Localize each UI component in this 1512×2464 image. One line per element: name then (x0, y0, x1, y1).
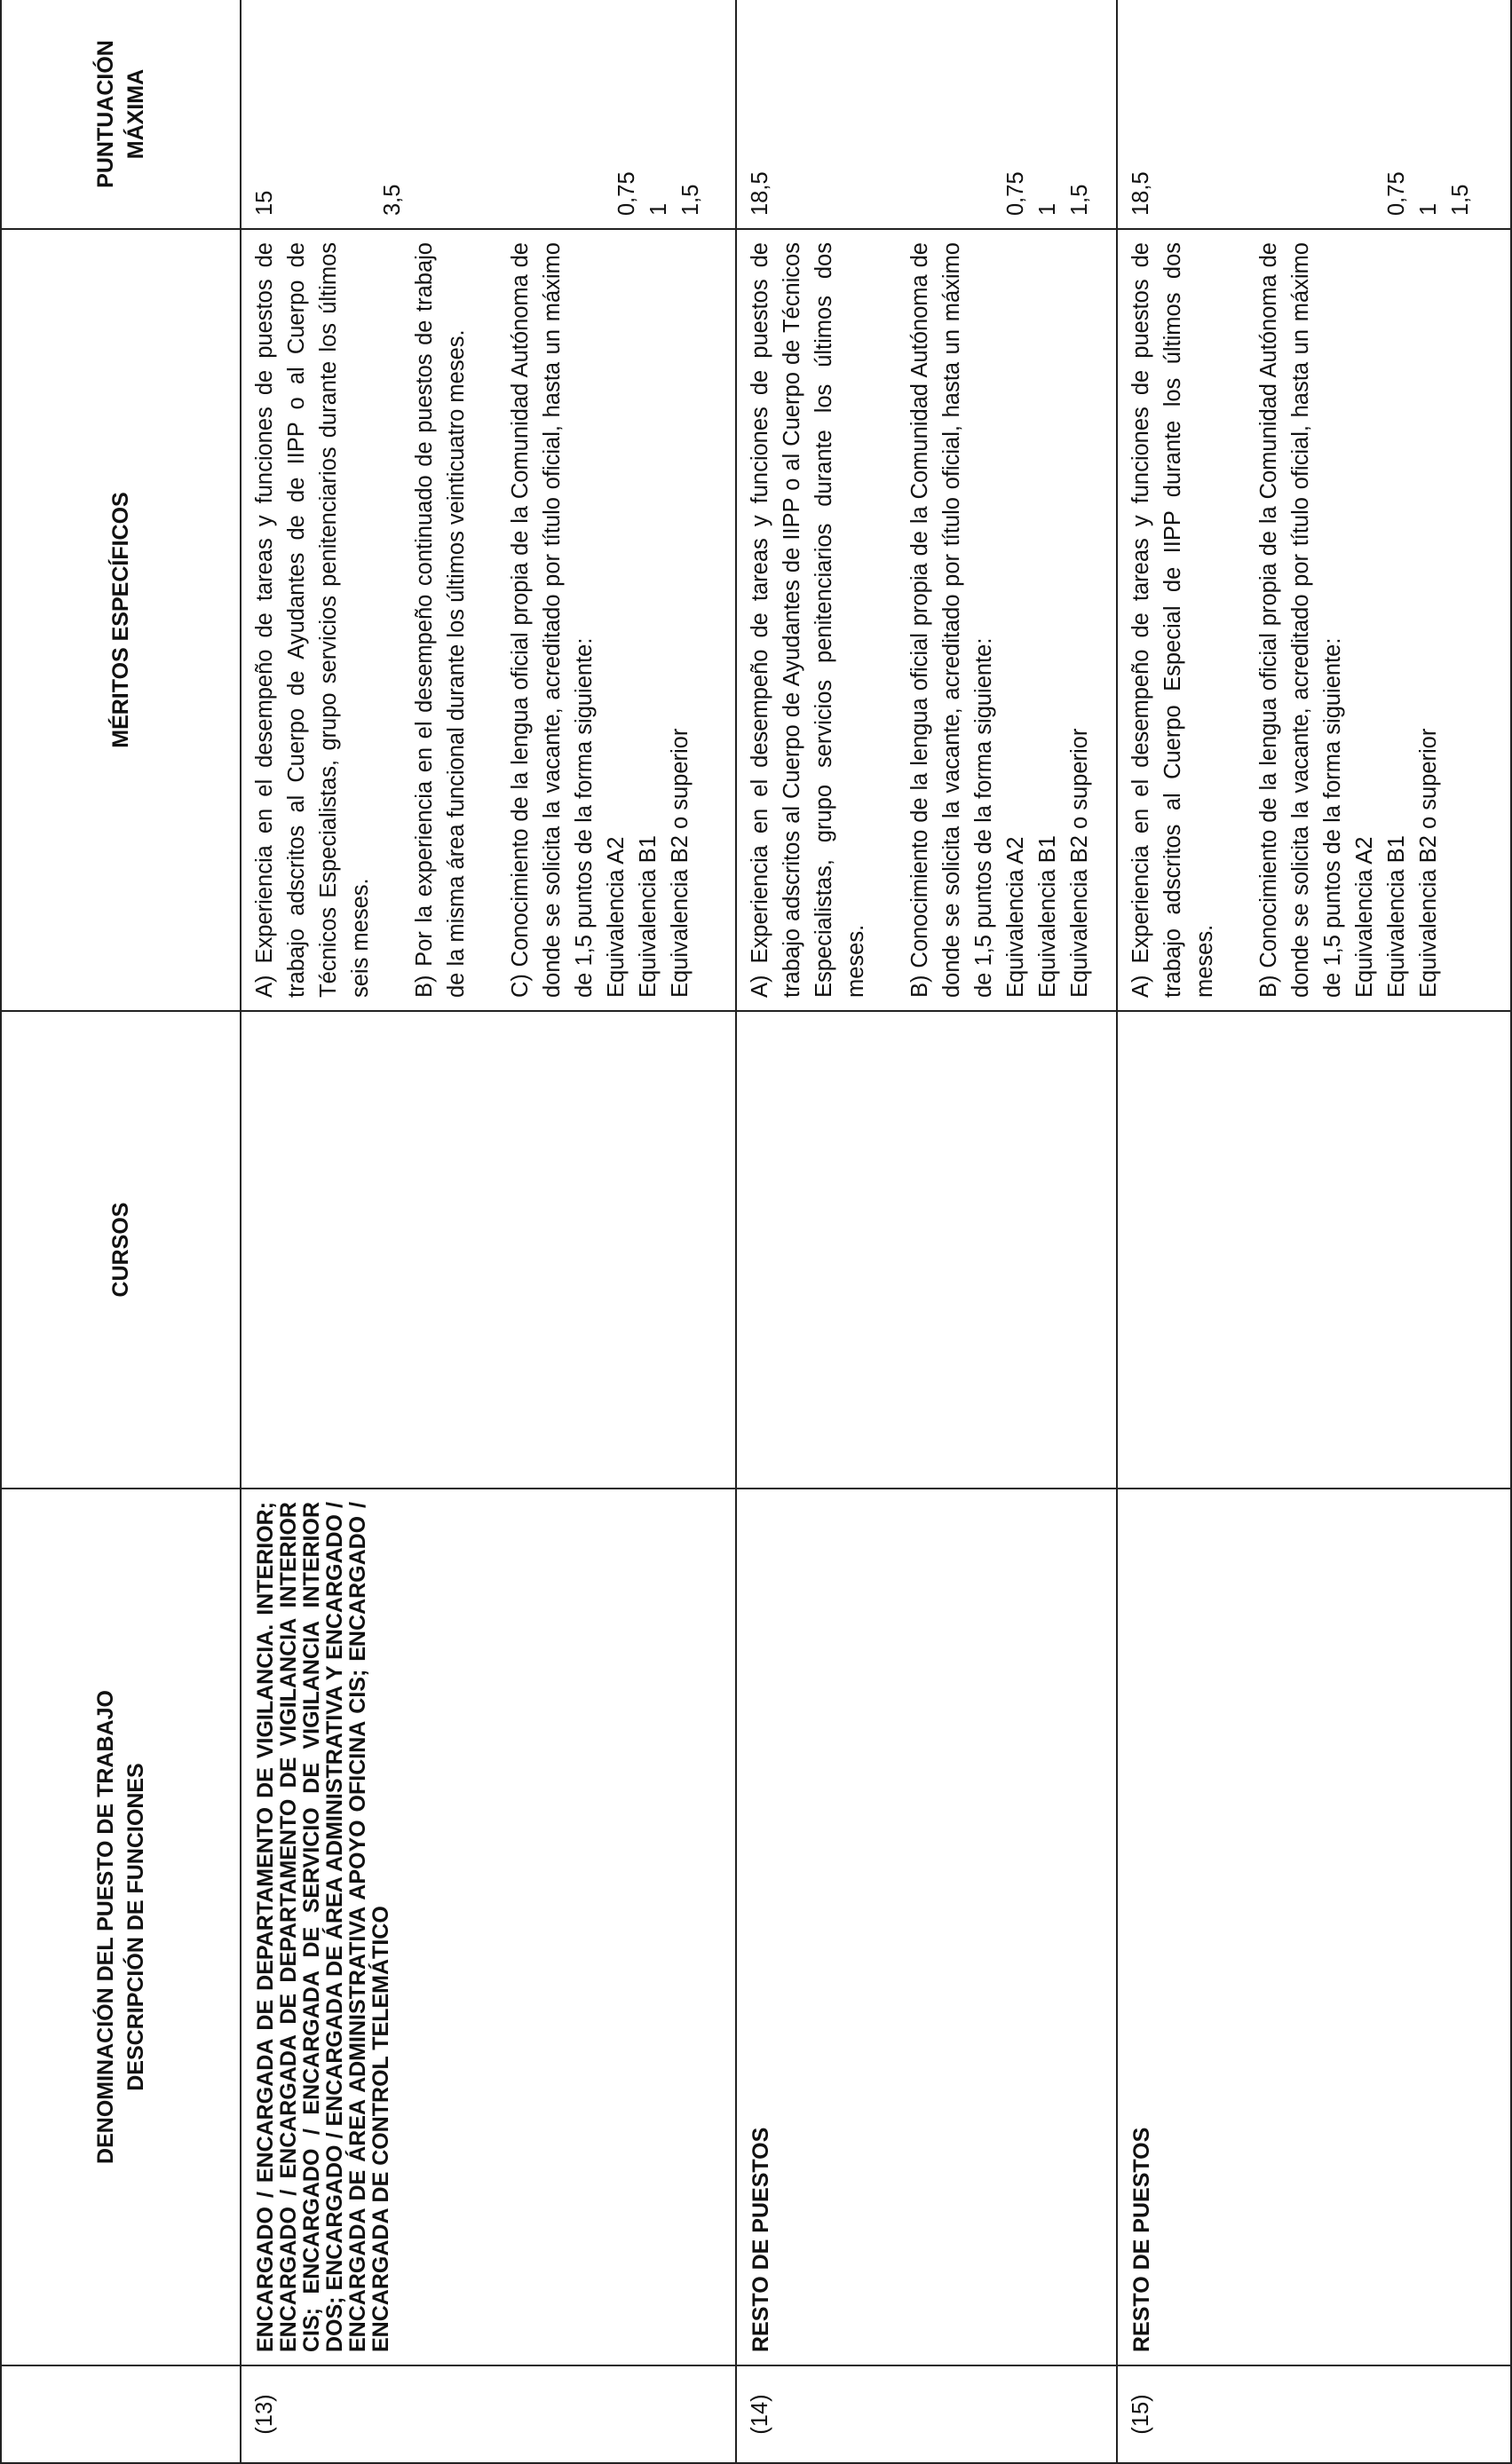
list-item: Equivalencia A2 (1003, 836, 1028, 998)
courses-cell (736, 1011, 1117, 1489)
header-numero (1, 2365, 241, 2463)
row-number: (13) (241, 2365, 736, 2463)
header-cursos: CURSOS (1, 1011, 241, 1489)
header-puntuacion: PUNTUACIÓN MÁXIMA (1, 0, 241, 229)
score-b: 3,5 (380, 184, 405, 216)
merit-a: A) Experiencia en el desempeño de tareas y funciones de puestos de trabajo adscritos al Cuerpo de Ayudantes de IIPP o al Cuerpo de Técnicos Especialistas, grupo servicios penitenciarios durante los últimos dos meses. (748, 242, 868, 998)
table-row (1117, 0, 1511, 2463)
score-a: 18,5 (748, 171, 772, 216)
score-list-item: 1,5 (1067, 184, 1092, 216)
merits-cell (1117, 229, 1511, 1011)
score-list-item: 0,75 (1003, 171, 1028, 216)
score-cell (1117, 0, 1511, 229)
merit-c: C) Conocimiento de la lengua oficial propia de la Comunidad Autónoma de donde se solicita la vacante, acreditado por título oficial, hasta un máximo de 1,5 puntos de la forma siguiente: (508, 242, 597, 998)
score-list-item: 0,75 (614, 171, 639, 216)
courses-cell (241, 1011, 736, 1489)
table-row (241, 0, 736, 2463)
list-item: Equivalencia B1 (636, 835, 661, 998)
position-denomination: ENCARGADO / ENCARGADA DE DEPARTAMENTO DE VIGILANCIA. INTERIOR; ENCARGADO / ENCARGADA DE DEPARTAMENTO DE VIGILANCIA INTERIOR CIS; ENCARGADO / ENCARGADA DE SERVICIO DE VIGILANCIA INTERIOR DOS; ENCARGADO / ENCARGADA DE ÁREA ADMINISTRATIVA Y ENCARGADO / ENCARGADA DE ÁREA ADMINISTRATIVA APOYO OFICINA CIS; ENCARGADO / ENCARGADA DE CONTROL TELEMÁTICO (241, 1489, 736, 2365)
list-item: Equivalencia A2 (1352, 836, 1377, 998)
header-row (1, 0, 241, 2463)
score-cell (241, 0, 736, 229)
score-list-item: 1 (1035, 202, 1060, 216)
table-row (736, 0, 1117, 2463)
courses-cell (1117, 1011, 1511, 1489)
list-item: Equivalencia B1 (1384, 835, 1409, 998)
merit-a: A) Experiencia en el desempeño de tareas y funciones de puestos de trabajo adscritos al Cuerpo Especial de IIPP durante los últimos dos meses. (1128, 242, 1217, 998)
list-item: Equivalencia A2 (604, 836, 629, 998)
merit-b: B) Conocimiento de la lengua oficial propia de la Comunidad Autónoma de donde se solicita la vacante, acreditado por título oficial, hasta un máximo de 1,5 puntos de la forma siguiente: (907, 242, 996, 998)
list-item: Equivalencia B2 o superior (668, 728, 693, 998)
position-denomination: RESTO DE PUESTOS (1117, 1489, 1511, 2365)
score-list-item: 0,75 (1384, 171, 1409, 216)
header-denominacion: DENOMINACIÓN DEL PUESTO DE TRABAJO DESCRIPCIÓN DE FUNCIONES (1, 1489, 241, 2365)
score-list-item: 1 (646, 202, 671, 216)
score-a: 18,5 (1128, 171, 1153, 216)
position-denomination: RESTO DE PUESTOS (736, 1489, 1117, 2365)
merits-cell (241, 229, 736, 1011)
score-a: 15 (252, 190, 277, 216)
list-item: Equivalencia B2 o superior (1067, 728, 1092, 998)
merits-cell (736, 229, 1117, 1011)
row-number: (15) (1117, 2365, 1511, 2463)
header-meritos: MÉRITOS ESPECÍFICOS (1, 229, 241, 1011)
merit-b: B) Conocimiento de la lengua oficial propia de la Comunidad Autónoma de donde se solicita la vacante, acreditado por título oficial, hasta un máximo de 1,5 puntos de la forma siguiente: (1256, 242, 1345, 998)
list-item: Equivalencia B2 o superior (1416, 728, 1441, 998)
row-number: (14) (736, 2365, 1117, 2463)
merit-a: A) Experiencia en el desempeño de tareas y funciones de puestos de trabajo adscritos al Cuerpo de Ayudantes de de IIPP o al Cuerpo de Técnicos Especialistas, grupo servicios penitenciarios durante los últimos seis meses. (252, 242, 373, 998)
list-item: Equivalencia B1 (1035, 835, 1060, 998)
merit-b: B) Por la experiencia en el desempeño continuado de puestos de trabajo de la misma área funcional durante los últimos veinticuatro meses. (412, 242, 469, 998)
score-list-item: 1,5 (1448, 184, 1473, 216)
score-list-item: 1,5 (678, 184, 703, 216)
score-cell (736, 0, 1117, 229)
score-list-item: 1 (1416, 202, 1441, 216)
